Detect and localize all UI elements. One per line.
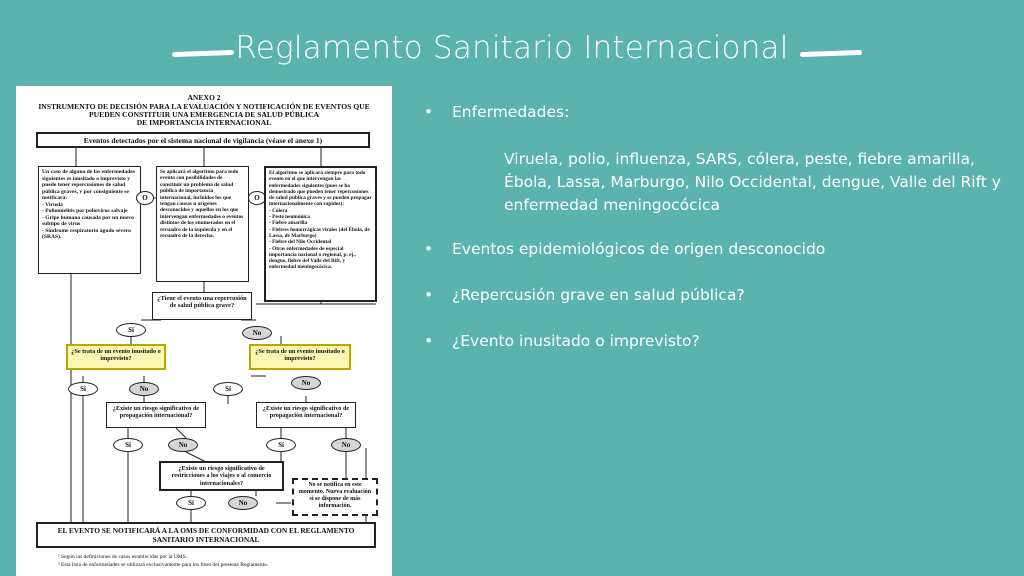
answer-no-4: No: [168, 438, 198, 452]
disease-list-line-1: Viruela, polio, influenza, SARS, cólera, peste, fiebre amarilla,: [504, 150, 975, 168]
bullet-text: Eventos epidemiológicos de origen desconocido: [452, 240, 826, 258]
bullet-marker: •: [424, 286, 434, 304]
no-notification-box: No se notifica en este momento. Nueva evaluación si se dispone de más información.: [292, 478, 378, 516]
slide-title: Reglamento Sanitario Internacional: [235, 30, 789, 66]
doc-title-line-2: PUEDEN CONSTITUIR UNA EMERGENCIA DE SALUD PÚBLICA: [89, 110, 319, 119]
question-propagation-left: ¿Existe un riesgo significativo de propagación internacional?: [106, 402, 206, 428]
bullet-text: ¿Evento inusitado o imprevisto?: [452, 332, 700, 350]
bullet-marker: •: [424, 103, 434, 121]
flowchart-document: [16, 86, 392, 576]
bullet-text: Enfermedades:: [452, 103, 570, 121]
doc-title-line-3: DE IMPORTANCIA INTERNACIONAL: [136, 118, 272, 127]
answer-yes-5: Sí: [266, 438, 296, 452]
detected-events-box: Eventos detectados por el sistema nacional de vigilancia (véase el anexo 1): [36, 132, 370, 148]
or-label-left: O: [136, 191, 154, 205]
disease-list-line-3: enfermedad meningocócica: [504, 196, 720, 214]
disease-list-line-2: Ébola, Lassa, Marburgo, Nilo Occidental, dengue, Valle del Rift y: [504, 173, 1001, 191]
middle-criteria-box: Se aplicará el algoritmo para todo evento con posibilidades de constituir un problema de salud pública de importancia internacional, incluidos los que tengan causas u orígenes desconocidos y aquellos en los que intervengan enfermedades o eventos distintos de los enumerados en el recuadro de la izquierda y en el recuadro de la derecha.: [156, 166, 249, 282]
answer-no-2: No: [129, 382, 159, 396]
answer-yes-1: Sí: [116, 323, 146, 337]
question-unusual-right: ¿Se trata de un evento inusitado o imprevisto?: [249, 344, 351, 370]
answer-no-5: No: [331, 438, 361, 452]
doc-title-line-1: INSTRUMENTO DE DECISIÓN PARA LA EVALUACIÓN Y NOTIFICACIÓN DE EVENTOS QUE: [38, 102, 370, 111]
answer-no-1: No: [242, 326, 272, 340]
question-unusual-left: ¿Se trata de un evento inusitado o imprevisto?: [66, 344, 166, 370]
bullet-marker: •: [424, 240, 434, 258]
footnote-1: ¹ Según las definiciones de casos establecidas por la OMS.: [58, 554, 188, 560]
notify-who-box: EL EVENTO SE NOTIFICARÁ A LA OMS DE CONFORMIDAD CON EL REGLAMENTO SANITARIO INTERNACIONAL: [36, 522, 376, 548]
answer-yes-3: Sí: [213, 382, 243, 396]
answer-yes-6: Sí: [176, 496, 206, 510]
left-criteria-box: Un caso de alguna de las enfermedades siguientes es inusitado o imprevisto y puede tener repercusiones de salud pública graves, y por consiguiente se notificará: - Viruela - Poliomielitis por poliovirus salvaje - Gripe humana causada por un nuevo subtipo de virus - Síndrome respiratorio agudo severo (SRAS).: [38, 166, 141, 274]
answer-yes-4: Sí: [113, 438, 143, 452]
question-serious-impact: ¿Tiene el evento una repercusión de salud pública grave?: [152, 292, 252, 320]
question-propagation-right: ¿Existe un riesgo significativo de propagación internacional?: [256, 402, 356, 428]
answer-no-6: No: [228, 496, 258, 510]
bullet-text: ¿Repercusión grave en salud pública?: [452, 286, 745, 304]
answer-no-3: No: [291, 376, 321, 390]
answer-yes-2: Sí: [68, 382, 98, 396]
bullet-marker: •: [424, 332, 434, 350]
or-label-right: O: [248, 191, 266, 205]
annex-label: ANEXO 2: [187, 93, 221, 102]
footnote-2: ² Esta lista de enfermedades se utilizará exclusivamente para los fines del presente Reglamento.: [58, 562, 269, 568]
right-criteria-box: El algoritmo se aplicará siempre para todo evento en el que intervengan las enfermedades siguientes (pues se ha demostrado que pueden tener repercusiones de salud pública graves y se pueden propagar internacionalmente con rapidez): - Cólera - Peste neumónica - Fiebre amarilla - Fiebres hemorrágicas virales (del Ébola, de Lassa, de Marburgo) - Fiebre del Nilo Occidental - Otras enfermedades de especial importancia nacional o regional, p. ej., dengue, fiebre del Valle del Rift, y enfermedad meningocócica.: [264, 166, 377, 302]
question-travel-restrictions: ¿Existe un riesgo significativo de restricciones a los viajes o al comercio internacionales?: [159, 461, 284, 491]
